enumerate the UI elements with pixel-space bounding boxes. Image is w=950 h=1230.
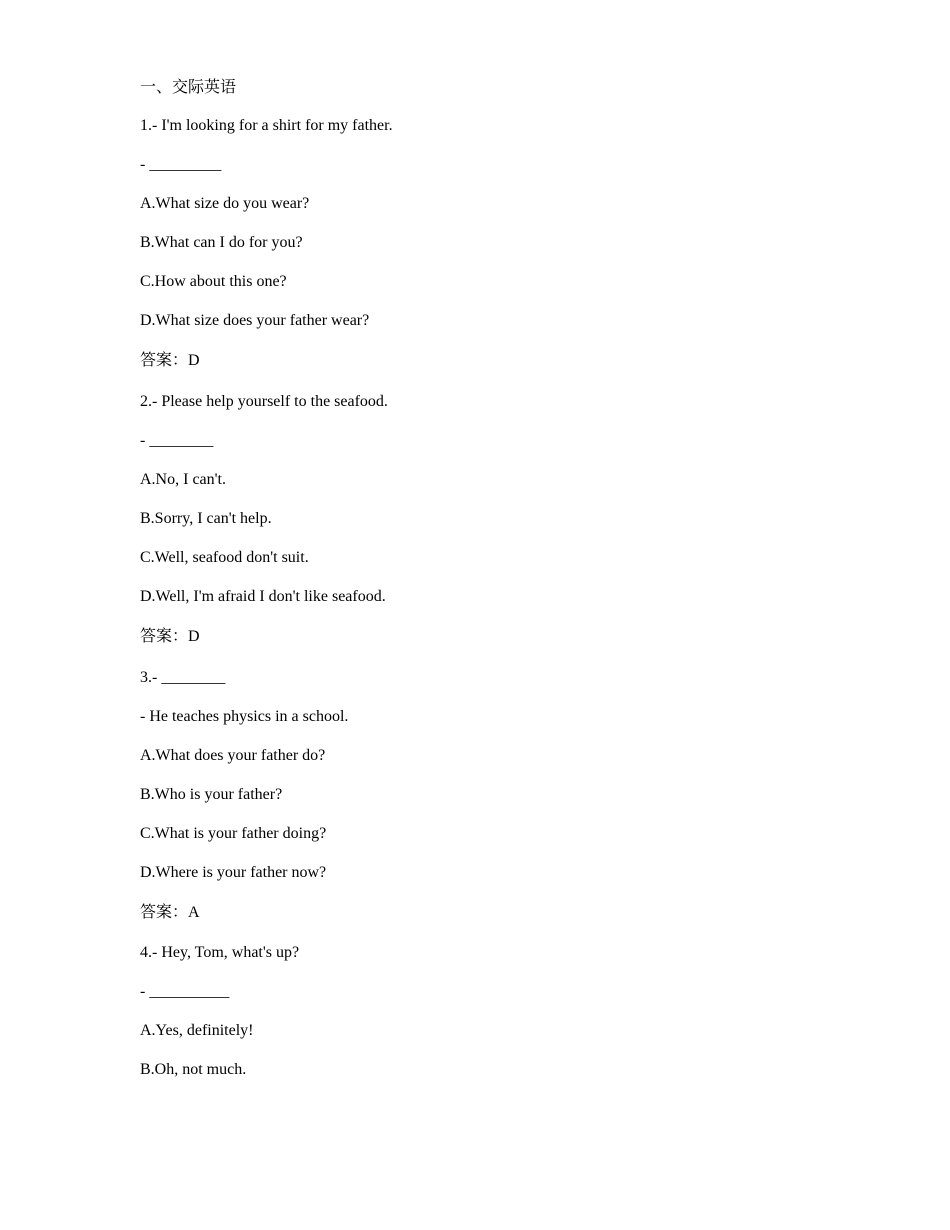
question-1-option-a: A.What size do you wear? <box>140 195 310 212</box>
question-1-response: - _________ <box>140 156 222 173</box>
question-1-option-d: D.What size does your father wear? <box>140 312 370 329</box>
question-3-option-b: B.Who is your father? <box>140 786 283 803</box>
question-4-response: - __________ <box>140 983 230 1000</box>
question-2-option-c: C.Well, seafood don't suit. <box>140 549 309 566</box>
question-2-response: - ________ <box>140 432 214 449</box>
question-2-option-d: D.Well, I'm afraid I don't like seafood. <box>140 588 386 605</box>
question-1-answer: 答案：D <box>140 352 200 369</box>
question-2-stem: 2.- Please help yourself to the seafood. <box>140 393 388 410</box>
question-3-option-d: D.Where is your father now? <box>140 864 327 881</box>
question-3-option-a: A.What does your father do? <box>140 747 326 764</box>
question-3-response: - He teaches physics in a school. <box>140 708 349 725</box>
question-4-option-b: B.Oh, not much. <box>140 1061 247 1078</box>
question-2-answer: 答案：D <box>140 628 200 645</box>
question-1-stem: 1.- I'm looking for a shirt for my father. <box>140 117 393 134</box>
question-1-option-c: C.How about this one? <box>140 273 287 290</box>
question-2-option-a: A.No, I can't. <box>140 471 226 488</box>
question-4-option-a: A.Yes, definitely! <box>140 1022 254 1039</box>
question-2-option-b: B.Sorry, I can't help. <box>140 510 272 527</box>
question-3-stem: 3.- ________ <box>140 669 226 686</box>
question-4-stem: 4.- Hey, Tom, what's up? <box>140 944 300 961</box>
question-1-option-b: B.What can I do for you? <box>140 234 303 251</box>
section-title: 一、交际英语 <box>140 79 237 96</box>
question-3-answer: 答案：A <box>140 904 200 921</box>
question-3-option-c: C.What is your father doing? <box>140 825 327 842</box>
